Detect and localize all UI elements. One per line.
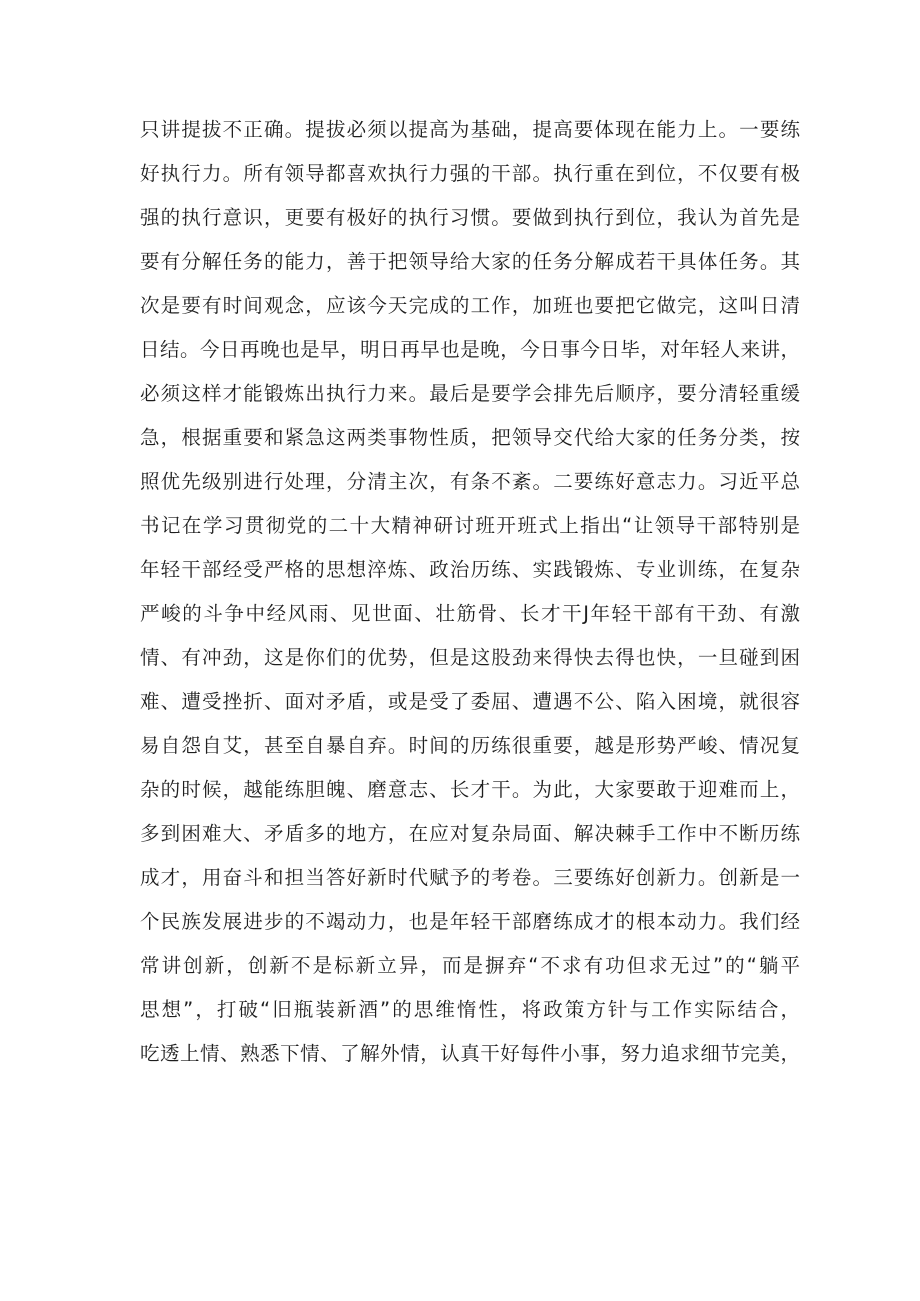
text-line-5: 次是要有时间观念，应该今天完成的工作，加班也要把它做完，这叫日清 (140, 294, 800, 317)
text-line-14: 难、遭受挫折、面对矛盾，或是受了委屈、遭遇不公、陷入困境，就很容 (140, 690, 800, 713)
text-line-1: 只讲提拔不正确。提拔必须以提高为基础，提高要体现在能力上。一要练 (140, 118, 800, 141)
text-line-11: 年轻干部经受严格的思想淬炼、政治历练、实践锻炼、专业训练，在复杂 (140, 558, 800, 581)
text-line-16: 杂的时候，越能练胆魄、磨意志、长才干。为此，大家要敢于迎难而上， (140, 778, 800, 801)
text-line-6: 日结。今日再晚也是早，明日再早也是晚，今日事今日毕，对年轻人来讲， (140, 338, 800, 361)
text-line-13: 情、有冲劲，这是你们的优势，但是这股劲来得快去得也快，一旦碰到困 (140, 646, 800, 669)
text-line-12: 严峻的斗争中经风雨、见世面、壮筋骨、长才干J年轻干部有干劲、有激 (140, 602, 800, 625)
text-line-10: 书记在学习贯彻党的二十大精神研讨班开班式上指出“让领导干部特别是 (140, 514, 800, 537)
text-line-17: 多到困难大、矛盾多的地方，在应对复杂局面、解决棘手工作中不断历练 (140, 822, 800, 845)
text-line-4: 要有分解任务的能力，善于把领导给大家的任务分解成若干具体任务。其 (140, 250, 800, 273)
text-line-9: 照优先级别进行处理，分清主次，有条不紊。二要练好意志力。习近平总 (140, 470, 800, 493)
text-line-19: 个民族发展进步的不竭动力，也是年轻干部磨练成才的根本动力。我们经 (140, 910, 800, 933)
text-line-15: 易自怨自艾，甚至自暴自弃。时间的历练很重要，越是形势严峻、情况复 (140, 734, 800, 757)
text-line-8: 急，根据重要和紧急这两类事物性质，把领导交代给大家的任务分类，按 (140, 426, 800, 449)
text-line-3: 强的执行意识，更要有极好的执行习惯。要做到执行到位，我认为首先是 (140, 206, 800, 229)
text-line-2: 好执行力。所有领导都喜欢执行力强的干部。执行重在到位，不仅要有极 (140, 162, 800, 185)
text-line-7: 必须这样才能锻炼出执行力来。最后是要学会排先后顺序，要分清轻重缓 (140, 382, 800, 405)
text-line-22: 吃透上情、熟悉下情、了解外情，认真干好每件小事，努力追求细节完美， (140, 1042, 800, 1065)
body-text (140, 108, 800, 1076)
text-line-21: 思想”，打破“旧瓶装新酒”的思维惰性，将政策方针与工作实际结合， (140, 998, 800, 1021)
text-line-20: 常讲创新，创新不是标新立异，而是摒弃“不求有功但求无过”的“躺平 (140, 954, 800, 977)
text-line-18: 成才，用奋斗和担当答好新时代赋予的考卷。三要练好创新力。创新是一 (140, 866, 800, 889)
